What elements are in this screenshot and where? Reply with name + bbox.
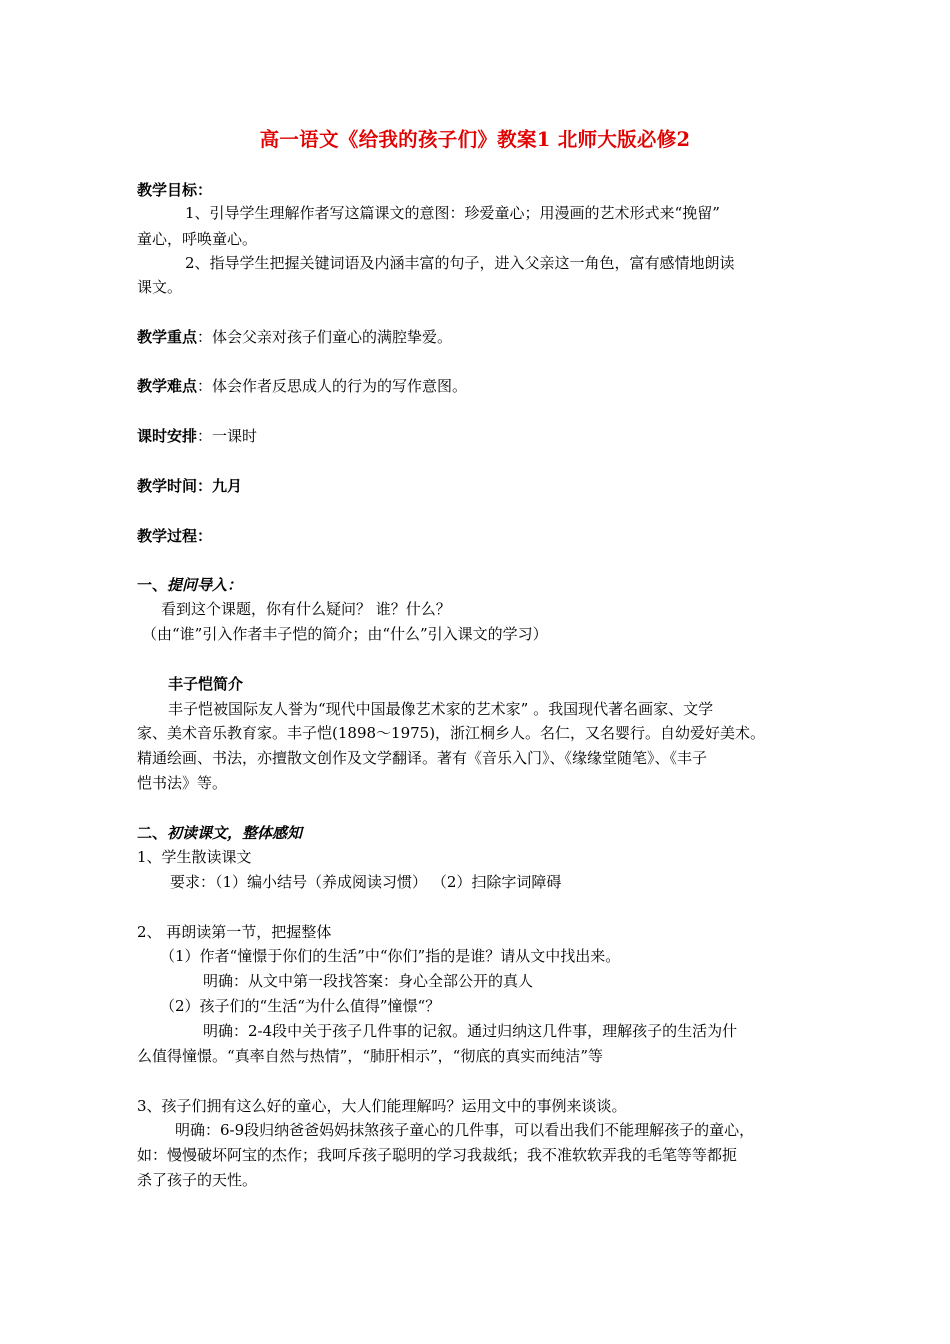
section-1-heading [137, 575, 242, 595]
teaching-focus-text: ：体会父亲对孩子们童心的满腔挚爱。 [197, 328, 453, 346]
goal-2-line-2: 课文。 [137, 278, 183, 296]
teaching-difficulty-label: 教学难点 [137, 377, 198, 395]
document-title: 高一语文《给我的孩子们》教案1 北师大版必修2 [259, 128, 691, 151]
step-2-title: 2、 再朗读第一节，把握整体 [137, 923, 332, 941]
answer-1: 明确：从文中第一段找答案：身心全部公开的真人 [203, 972, 534, 990]
teaching-focus [137, 327, 452, 347]
step-3-title: 3、孩子们拥有这么好的童心，大人们能理解吗？运用文中的事例来谈谈。 [137, 1097, 627, 1115]
bio-line-1: 丰子恺被国际友人誉为“现代中国最像艺术家的艺术家” 。我国现代著名画家、文学 [168, 700, 714, 718]
bio-line-4: 恺书法》等。 [137, 774, 228, 792]
teaching-process-heading: 教学过程： [137, 527, 213, 545]
step-1-title: 1、学生散读课文 [137, 848, 252, 866]
goal-1-line-2: 童心，呼唤童心。 [137, 230, 258, 248]
bio-line-3: 精通绘画、书法，亦擅散文创作及文学翻译。著有《音乐入门》、《缘缘堂随笔》、《丰子 [137, 749, 708, 767]
section-1-line-2: （由“谁”引入作者丰子恺的简介；由“什么”引入课文的学习） [142, 625, 548, 643]
answer-3-line-3: 杀了孩子的天性。 [137, 1171, 258, 1189]
class-schedule-text: ：一课时 [197, 427, 258, 445]
section-1-title: 提问导入： [167, 576, 243, 594]
answer-2-line-1: 明确：2-4段中关于孩子几件事的记叙。通过归纳这几件事，理解孩子的生活为什 [203, 1022, 738, 1040]
class-schedule [137, 426, 257, 446]
goal-2-line-1: 2、指导学生把握关键词语及内涵丰富的句子，进入父亲这一角色，富有感情地朗读 [185, 254, 735, 272]
question-1: （1）作者“憧憬于你们的生活”中“你们”指的是谁？请从文中找出来。 [160, 947, 621, 965]
section-1-line-1: 看到这个课题，你有什么疑问？ 谁？什么？ [161, 600, 451, 618]
question-2: （2）孩子们的“生活“为什么值得”憧憬“？ [160, 997, 441, 1015]
section-2-heading [137, 823, 302, 843]
goal-1-line-1: 1、引导学生理解作者写这篇课文的意图：珍爱童心；用漫画的艺术形式来“挽留” [185, 204, 720, 222]
bio-line-2: 家、美术音乐教育家。丰子恺(1898～1975)，浙江桐乡人。名仁，又名婴行。自幼爱好美术。 [137, 724, 766, 742]
teaching-difficulty-text: ：体会作者反思成人的行为的写作意图。 [197, 377, 468, 395]
section-2-number: 二、 [137, 824, 168, 842]
step-1-requirements: 要求：（1）编小结号（养成阅读习惯） （2）扫除字词障碍 [170, 873, 562, 891]
bio-heading: 丰子恺简介 [168, 675, 244, 693]
goals-heading: 教学目标： [137, 181, 213, 199]
teaching-focus-label: 教学重点 [137, 328, 198, 346]
section-1-number: 一、 [137, 576, 168, 594]
teaching-time: 教学时间：九月 [137, 477, 243, 495]
answer-3-line-2: 如：慢慢破坏阿宝的杰作；我呵斥孩子聪明的学习我裁纸；我不准软软弄我的毛笔等等都扼 [137, 1146, 738, 1164]
answer-2-line-2: 么值得憧憬。“真率自然与热情”，“肺肝相示”，“彻底的真实而纯洁”等 [137, 1047, 604, 1065]
answer-3-line-1: 明确：6-9段归纳爸爸妈妈抹煞孩子童心的几件事，可以看出我们不能理解孩子的童心， [175, 1121, 755, 1139]
teaching-difficulty [137, 376, 467, 396]
class-schedule-label: 课时安排 [137, 427, 198, 445]
section-2-title: 初读课文，整体感知 [167, 824, 303, 842]
